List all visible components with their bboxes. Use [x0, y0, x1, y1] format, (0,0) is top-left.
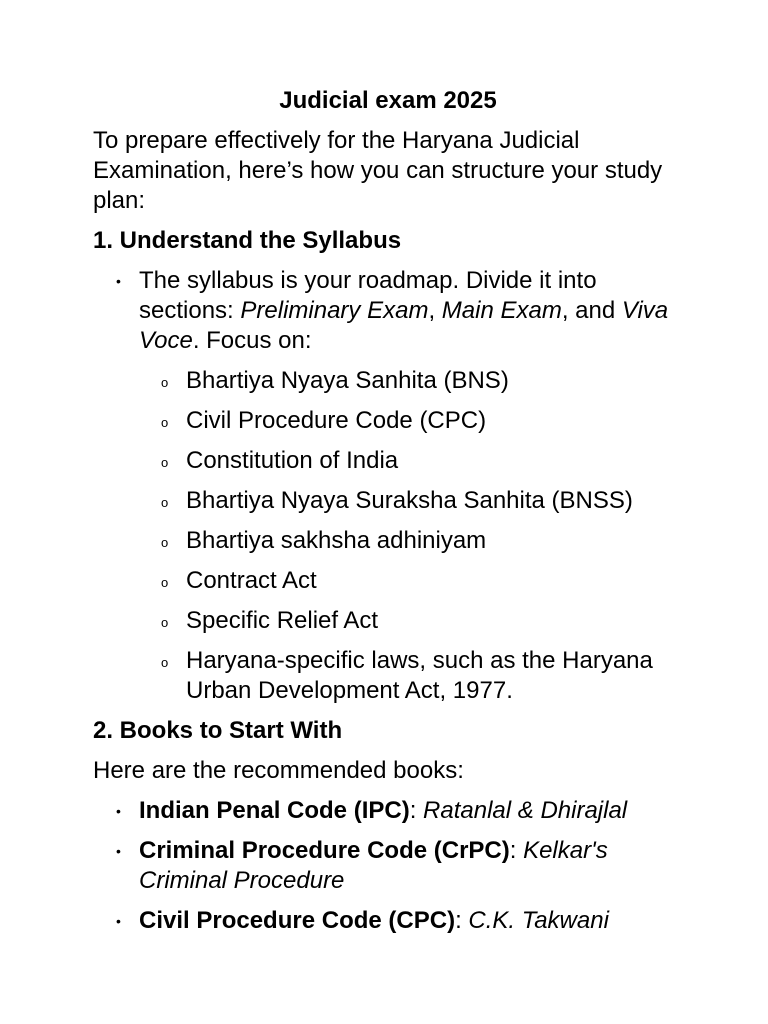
book-subject: Criminal Procedure Code (CrPC) — [139, 837, 510, 864]
section-heading-books: 2. Books to Start With — [93, 717, 343, 744]
subject-text: Specific Relief Act — [186, 607, 379, 634]
separator: : — [455, 907, 469, 934]
subject-item — [161, 646, 683, 706]
circle-bullet-icon: o — [161, 375, 169, 390]
book-title: C.K. Takwani — [468, 907, 609, 934]
subject-item — [161, 366, 683, 396]
book-title: Kelkar's Criminal Procedure — [139, 837, 608, 894]
syllabus-text-b: . Focus on: — [192, 327, 312, 354]
books-list — [93, 796, 683, 936]
subject-item — [161, 526, 683, 556]
book-item — [116, 836, 683, 896]
book-item — [116, 796, 683, 826]
subject-item — [161, 566, 683, 596]
circle-bullet-icon: o — [161, 495, 169, 510]
subject-text: Constitution of India — [186, 447, 399, 474]
subject-item — [161, 406, 683, 436]
circle-bullet-icon: o — [161, 535, 169, 550]
viva-voce-text: Viva Voce — [139, 297, 669, 354]
subject-item — [161, 606, 683, 636]
book-subject: Indian Penal Code (IPC) — [139, 797, 410, 824]
book-item — [116, 906, 683, 936]
section-heading-syllabus: 1. Understand the Syllabus — [93, 227, 402, 254]
intro-paragraph: To prepare effectively for the Haryana Judicial Examination, here’s how you can structure your study plan: — [93, 127, 663, 214]
bullet-icon: • — [116, 913, 121, 929]
subject-item — [161, 486, 683, 516]
subject-text: Contract Act — [186, 567, 317, 594]
bullet-icon: • — [116, 273, 121, 289]
preliminary-exam-text: Preliminary Exam — [240, 297, 429, 324]
subject-text: Bhartiya Nyaya Suraksha Sanhita (BNSS) — [186, 487, 633, 514]
subject-item — [161, 446, 683, 476]
subject-text: Haryana-specific laws, such as the Haryana Urban Development Act, 1977. — [186, 647, 653, 704]
books-intro: Here are the recommended books: — [93, 757, 464, 784]
separator: : — [509, 837, 524, 864]
book-subject: Civil Procedure Code (CPC) — [139, 907, 456, 934]
syllabus-list — [93, 266, 683, 706]
document-title: Judicial exam 2025 — [279, 87, 497, 114]
separator: , and — [561, 297, 622, 324]
main-exam-text: Main Exam — [441, 297, 562, 324]
circle-bullet-icon: o — [161, 575, 169, 590]
bullet-icon: • — [116, 843, 121, 859]
circle-bullet-icon: o — [161, 455, 169, 470]
syllabus-text — [139, 267, 668, 354]
bullet-icon: • — [116, 803, 121, 819]
subject-text: Bhartiya sakhsha adhiniyam — [186, 527, 487, 554]
circle-bullet-icon: o — [161, 615, 169, 630]
list-item — [116, 266, 683, 706]
circle-bullet-icon: o — [161, 415, 169, 430]
book-title: Ratanlal & Dhirajlal — [423, 797, 628, 824]
separator: : — [409, 797, 424, 824]
separator: , — [428, 297, 442, 324]
circle-bullet-icon: o — [161, 655, 169, 670]
document-page — [93, 86, 683, 946]
subject-text: Civil Procedure Code (CPC) — [186, 407, 487, 434]
syllabus-text-a: The syllabus is your roadmap. Divide it into sections: — [139, 267, 597, 324]
subject-text: Bhartiya Nyaya Sanhita (BNS) — [186, 367, 509, 394]
subjects-list — [139, 366, 683, 706]
